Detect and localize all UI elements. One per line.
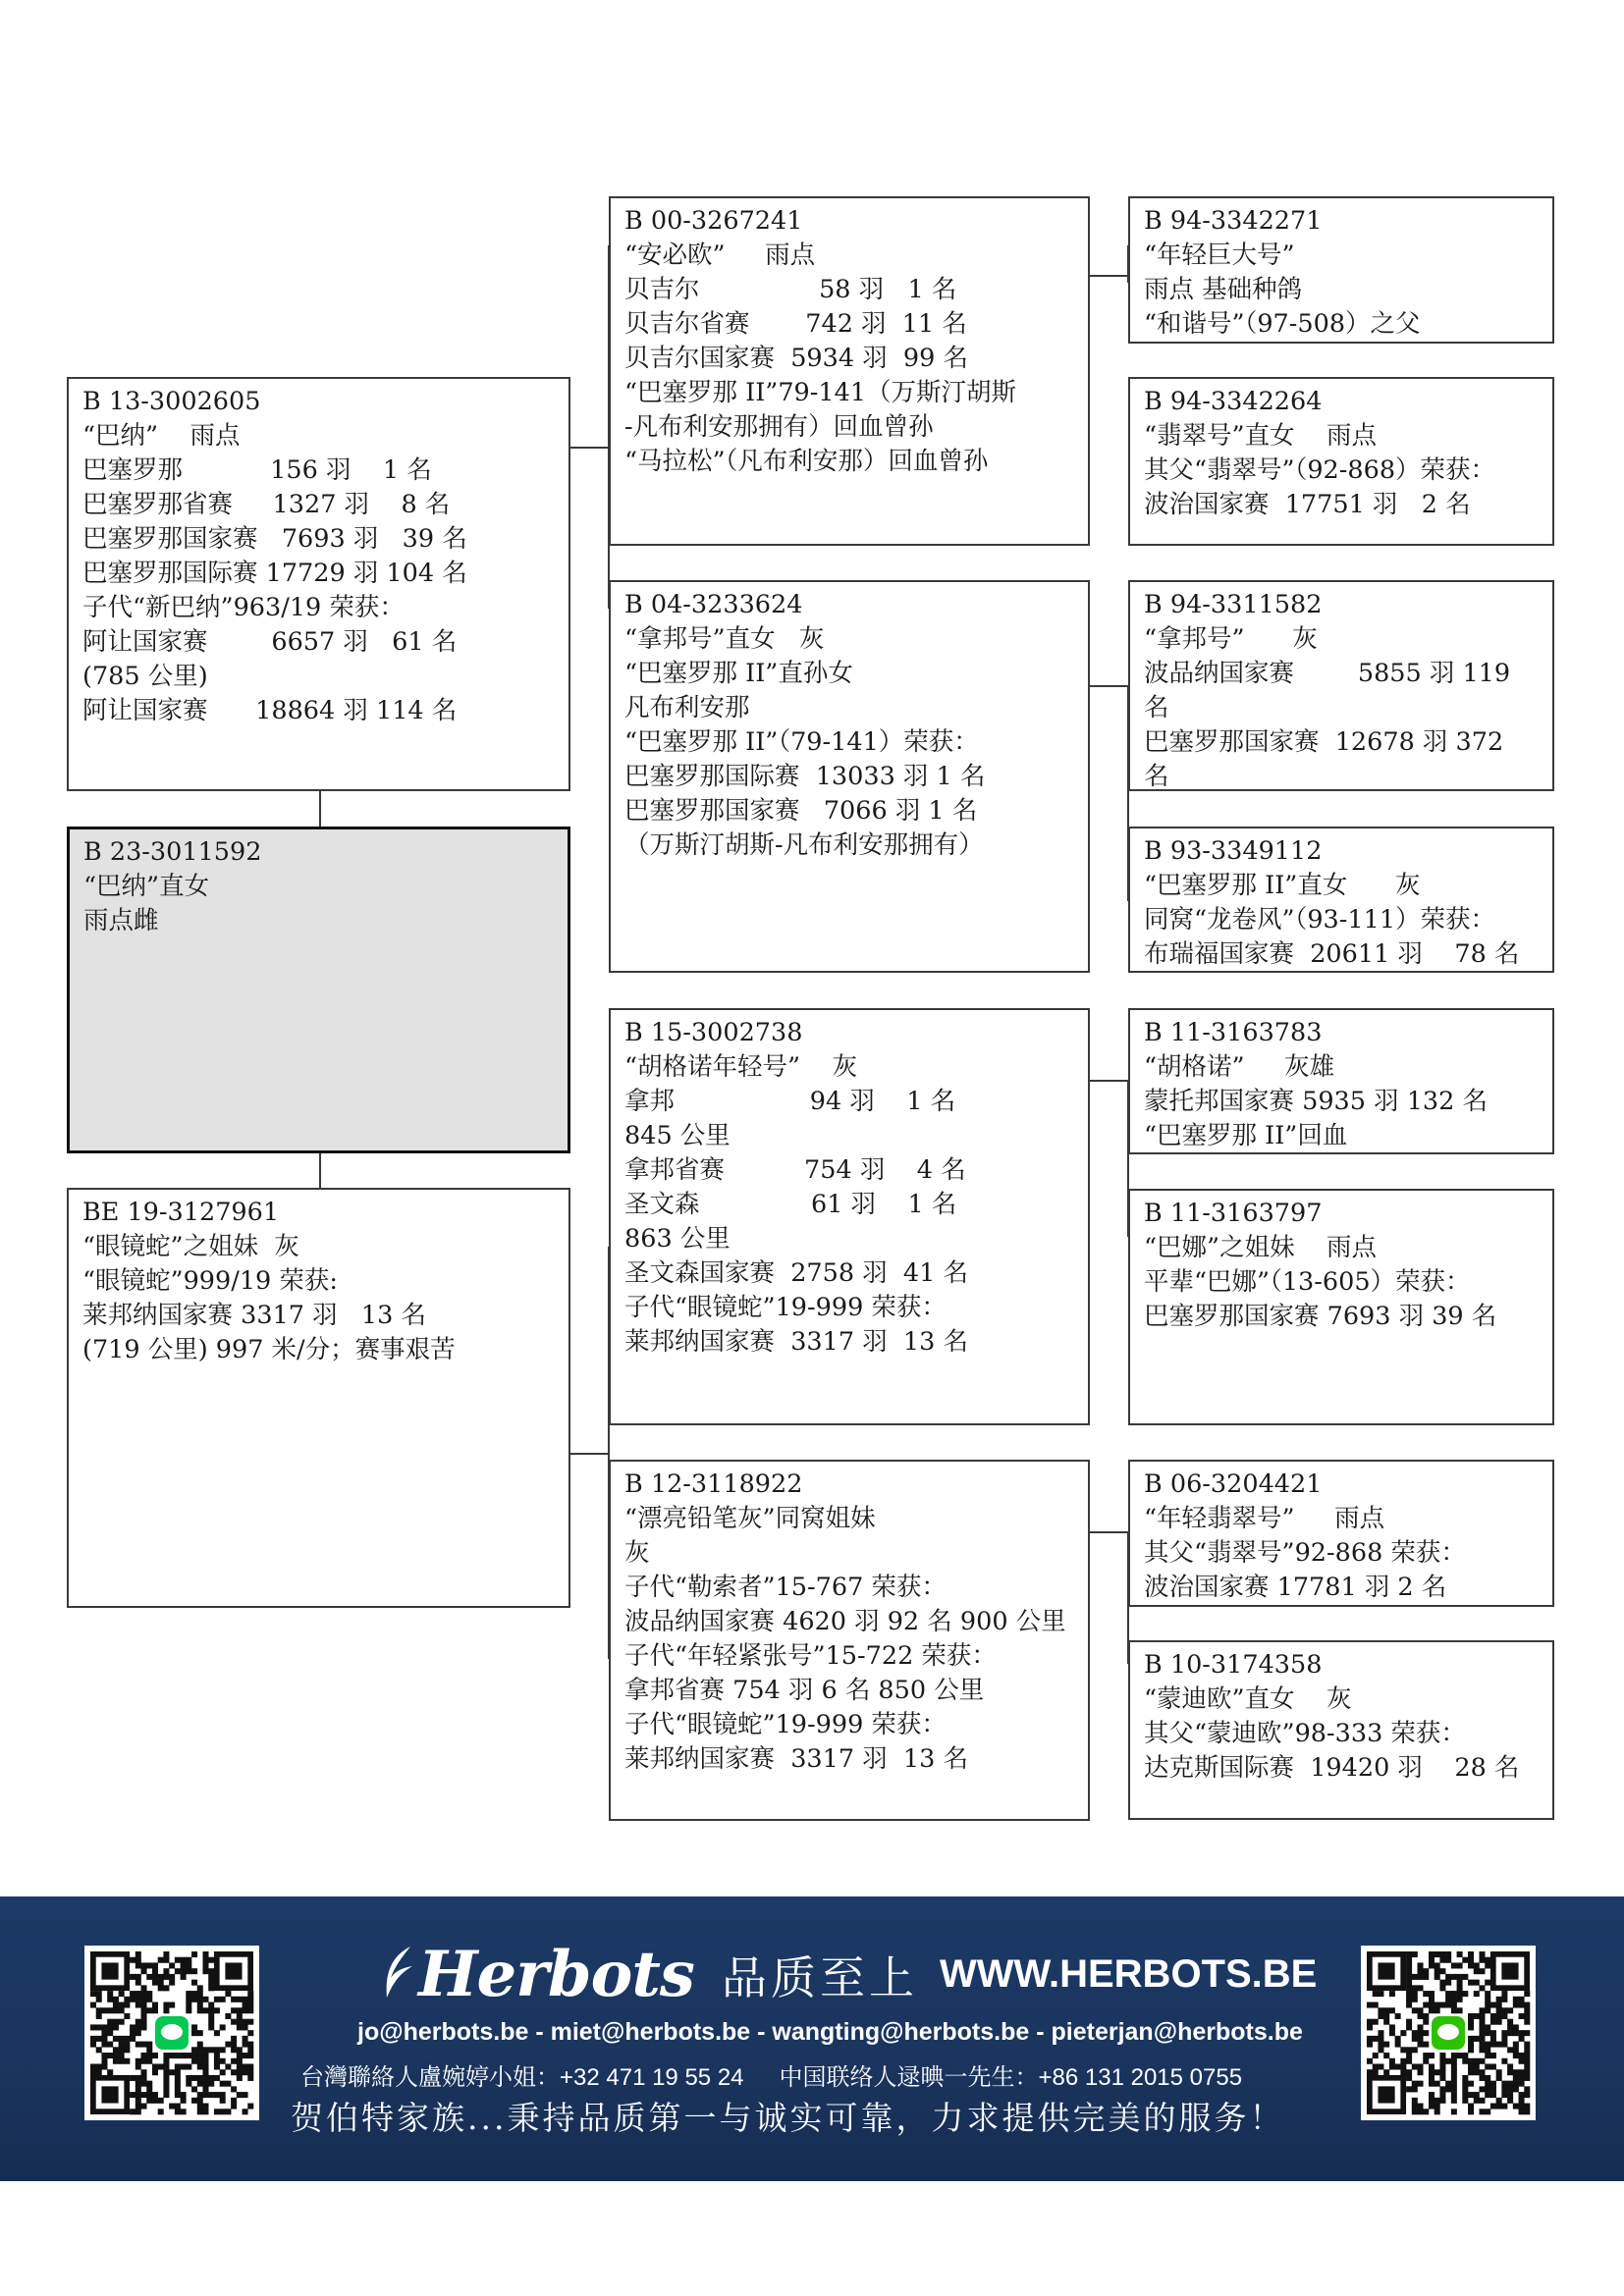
connector xyxy=(569,1453,609,1455)
great-grandparent-card xyxy=(1128,377,1554,546)
ring-number: B 11-3163797 xyxy=(1144,1199,1323,1228)
pedigree-line: 其父“翡翠号”（92-868）荣获： xyxy=(1144,455,1496,485)
contact-taiwan: 台灣聯絡人盧婉婷小姐：+32 471 19 55 24 xyxy=(300,2064,744,2091)
ring-number: B 13-3002605 xyxy=(82,387,261,416)
pedigree-line: 波品纳国家赛 4620 羽 92 名 900 公里 xyxy=(624,1607,1066,1636)
great-grandparent-card xyxy=(1128,196,1554,344)
granddam-maternal-card xyxy=(609,1460,1090,1821)
pedigree-line: “巴塞罗那 II”直女 灰 xyxy=(1144,871,1421,900)
pedigree-line: 863 公里 xyxy=(624,1224,731,1254)
pedigree-line: 巴塞罗那国家赛 7066 羽 1 名 xyxy=(624,796,978,826)
pedigree-line: “巴纳”直女 xyxy=(83,872,210,901)
granddam-paternal-card xyxy=(609,580,1090,973)
ring-number: B 06-3204421 xyxy=(1144,1469,1323,1499)
pedigree-line: 贝吉尔省赛 742 羽 11 名 xyxy=(624,309,967,339)
pedigree-line: 贝吉尔国家赛 5934 羽 99 名 xyxy=(624,344,968,373)
pedigree-line: “巴纳” 雨点 xyxy=(82,421,241,451)
pedigree-line: 布瑞福国家赛 20611 羽 78 名 xyxy=(1144,939,1520,969)
connector xyxy=(1089,685,1128,687)
ring-number: B 11-3163783 xyxy=(1144,1018,1323,1047)
pedigree-line: “漂亮铅笔灰”同窝姐妹 xyxy=(624,1504,876,1533)
pedigree-line: 其父“蒙迪欧”98-333 荣获： xyxy=(1144,1719,1466,1748)
pedigree-line: 拿邦省赛 754 羽 4 名 xyxy=(624,1155,966,1185)
pedigree-line: 圣文森 61 羽 1 名 xyxy=(624,1190,957,1219)
ring-number: B 94-3342271 xyxy=(1144,206,1323,236)
pedigree-line: 巴塞罗那国家赛 7693 羽 39 名 xyxy=(82,524,467,554)
pedigree-line: “安必欧” 雨点 xyxy=(624,240,816,270)
email-list[interactable]: jo@herbots.be - miet@herbots.be - wangting@herbots.be - pieterjan@herbots.be xyxy=(357,2018,1303,2046)
great-grandparent-card xyxy=(1128,580,1554,791)
pedigree-line: 子代“眼镜蛇”19-999 荣获： xyxy=(624,1710,947,1739)
grandsire-maternal-card xyxy=(609,1008,1090,1425)
pedigree-line: 名 xyxy=(1144,693,1169,722)
pedigree-line: 拿邦省赛 754 羽 6 名 850 公里 xyxy=(624,1676,985,1705)
ring-number: B 10-3174358 xyxy=(1144,1650,1323,1680)
pedigree-line: 莱邦纳国家赛 3317 羽 13 名 xyxy=(82,1301,426,1330)
pedigree-line: “胡格诺” 灰雄 xyxy=(1144,1052,1335,1082)
slogan: 品质至上 xyxy=(721,1950,918,2004)
pedigree-line: 巴塞罗那省赛 1327 羽 8 名 xyxy=(82,490,451,519)
feather-icon xyxy=(381,1945,416,2004)
website-link[interactable]: WWW.HERBOTS.BE xyxy=(939,1952,1318,1996)
line-icon xyxy=(155,2016,189,2050)
pedigree-line: “巴塞罗那 II”79-141（万斯汀胡斯 xyxy=(624,378,1017,407)
pedigree-line: 巴塞罗那国际赛 13033 羽 1 名 xyxy=(624,762,986,791)
pedigree-line: “年轻巨大号” xyxy=(1144,240,1295,270)
ring-number: B 93-3349112 xyxy=(1144,836,1323,866)
ring-number: BE 19-3127961 xyxy=(82,1198,280,1227)
pedigree-line: 845 公里 xyxy=(624,1121,731,1150)
great-grandparent-card xyxy=(1128,1460,1554,1607)
connector xyxy=(1089,1531,1128,1533)
pedigree-line: 子代“年轻紧张号”15-722 荣获： xyxy=(624,1641,997,1671)
great-grandparent-card xyxy=(1128,1008,1554,1154)
ring-number: B 94-3342264 xyxy=(1144,387,1323,416)
wechat-qr-code[interactable] xyxy=(1361,1946,1536,2120)
pedigree-line: 同窝“龙卷风”（93-111）荣获： xyxy=(1144,905,1496,934)
pedigree-line: 平辈“巴娜”（13-605）荣获： xyxy=(1144,1267,1471,1297)
pedigree-line: 雨点雌 xyxy=(83,906,159,935)
ring-number: B 04-3233624 xyxy=(624,590,803,619)
pedigree-line: 子代“勒索者”15-767 荣获： xyxy=(624,1573,947,1602)
pedigree-line: 拿邦 94 羽 1 名 xyxy=(624,1087,956,1116)
pedigree-line: “翡翠号”直女 雨点 xyxy=(1144,421,1377,451)
great-grandparent-card xyxy=(1128,1640,1554,1820)
pedigree-line: 凡布利安那 xyxy=(624,693,750,722)
pedigree-line: “拿邦号”直女 灰 xyxy=(624,624,825,654)
brand-header xyxy=(381,1938,1318,2016)
pedigree-line: “巴娜”之姐妹 雨点 xyxy=(1144,1233,1377,1262)
pedigree-line: 达克斯国际赛 19420 羽 28 名 xyxy=(1144,1753,1520,1783)
line-qr-code[interactable] xyxy=(84,1946,259,2120)
connector xyxy=(319,1152,321,1188)
pedigree-line: 巴塞罗那国家赛 7693 羽 39 名 xyxy=(1144,1302,1497,1331)
pedigree-line: “蒙迪欧”直女 灰 xyxy=(1144,1684,1352,1714)
pedigree-line: 阿让国家赛 6657 羽 61 名 xyxy=(82,627,458,657)
motto: 贺伯特家族...秉持品质第一与诚实可靠，力求提供完美的服务！ xyxy=(291,2099,1285,2137)
ring-number: B 94-3311582 xyxy=(1144,590,1323,619)
ring-number: B 00-3267241 xyxy=(624,206,803,236)
pedigree-line: -凡布利安那拥有）回血曾孙 xyxy=(624,412,934,442)
pedigree-line: “和谐号”（97-508）之父 xyxy=(1144,309,1421,339)
pedigree-line: “胡格诺年轻号” 灰 xyxy=(624,1052,857,1082)
ring-number: B 12-3118922 xyxy=(624,1469,803,1499)
pedigree-line: “眼镜蛇”之姐妹 灰 xyxy=(82,1232,299,1261)
pedigree-line: 莱邦纳国家赛 3317 羽 13 名 xyxy=(624,1744,968,1774)
ring-number: B 15-3002738 xyxy=(624,1018,803,1047)
subject-pigeon-card xyxy=(67,827,570,1153)
wechat-icon xyxy=(1432,2016,1465,2050)
pedigree-line: 其父“翡翠号”92-868 荣获： xyxy=(1144,1538,1466,1568)
pedigree-line: 子代“新巴纳”963/19 荣获： xyxy=(82,593,405,622)
pedigree-line: 灰 xyxy=(624,1538,650,1568)
connector xyxy=(569,447,609,449)
pedigree-line: 贝吉尔 58 羽 1 名 xyxy=(624,275,957,304)
connector xyxy=(319,791,321,827)
pedigree-line: 巴塞罗那 156 羽 1 名 xyxy=(82,455,432,485)
pedigree-line: 巴塞罗那国际赛 17729 羽 104 名 xyxy=(82,559,467,588)
pedigree-line: “眼镜蛇”999/19 荣获: xyxy=(82,1266,338,1296)
pedigree-line: “巴塞罗那 II”（79-141）荣获： xyxy=(624,727,979,757)
footer-banner xyxy=(0,1896,1624,2181)
pedigree-line: “巴塞罗那 II”回血 xyxy=(1144,1121,1348,1150)
grandsire-paternal-card xyxy=(609,196,1090,546)
connector xyxy=(1089,275,1128,277)
pedigree-line: 子代“眼镜蛇”19-999 荣获： xyxy=(624,1293,947,1322)
great-grandparent-card xyxy=(1128,827,1554,973)
pedigree-line: “年轻翡翠号” 雨点 xyxy=(1144,1504,1385,1533)
pedigree-line: 莱邦纳国家赛 3317 羽 13 名 xyxy=(624,1327,968,1357)
pedigree-line: 雨点 基础种鸽 xyxy=(1144,275,1303,304)
pedigree-line: （万斯汀胡斯-凡布利安那拥有） xyxy=(624,830,984,860)
pedigree-line: (719 公里) 997 米/分；赛事艰苦 xyxy=(82,1335,456,1364)
great-grandparent-card xyxy=(1128,1189,1554,1425)
pedigree-line: 阿让国家赛 18864 羽 114 名 xyxy=(82,696,458,725)
herbots-logo: Herbots xyxy=(418,1938,694,2011)
pedigree-line: 波品纳国家赛 5855 羽 119 xyxy=(1144,659,1511,688)
pedigree-line: “巴塞罗那 II”直孙女 xyxy=(624,659,853,688)
pedigree-line: 波治国家赛 17751 羽 2 名 xyxy=(1144,490,1471,519)
pedigree-line: 巴塞罗那国家赛 12678 羽 372 xyxy=(1144,727,1504,757)
dam-card xyxy=(67,1188,570,1608)
pedigree-line: “马拉松”（凡布利安那）回血曾孙 xyxy=(624,447,989,476)
pedigree-line: 名 xyxy=(1144,762,1169,791)
ring-number: B 23-3011592 xyxy=(83,837,262,867)
sire-card xyxy=(67,377,570,791)
pedigree-line: (785 公里) xyxy=(82,662,208,691)
pedigree-line: “拿邦号” 灰 xyxy=(1144,624,1318,654)
pedigree-line: 蒙托邦国家赛 5935 羽 132 名 xyxy=(1144,1087,1488,1116)
connector xyxy=(1089,1080,1128,1082)
contact-line xyxy=(300,2057,1341,2092)
contact-china: 中国联络人逯晪一先生：+86 131 2015 0755 xyxy=(779,2064,1243,2091)
pedigree-line: 圣文森国家赛 2758 羽 41 名 xyxy=(624,1258,968,1288)
pedigree-line: 波治国家赛 17781 羽 2 名 xyxy=(1144,1573,1447,1602)
